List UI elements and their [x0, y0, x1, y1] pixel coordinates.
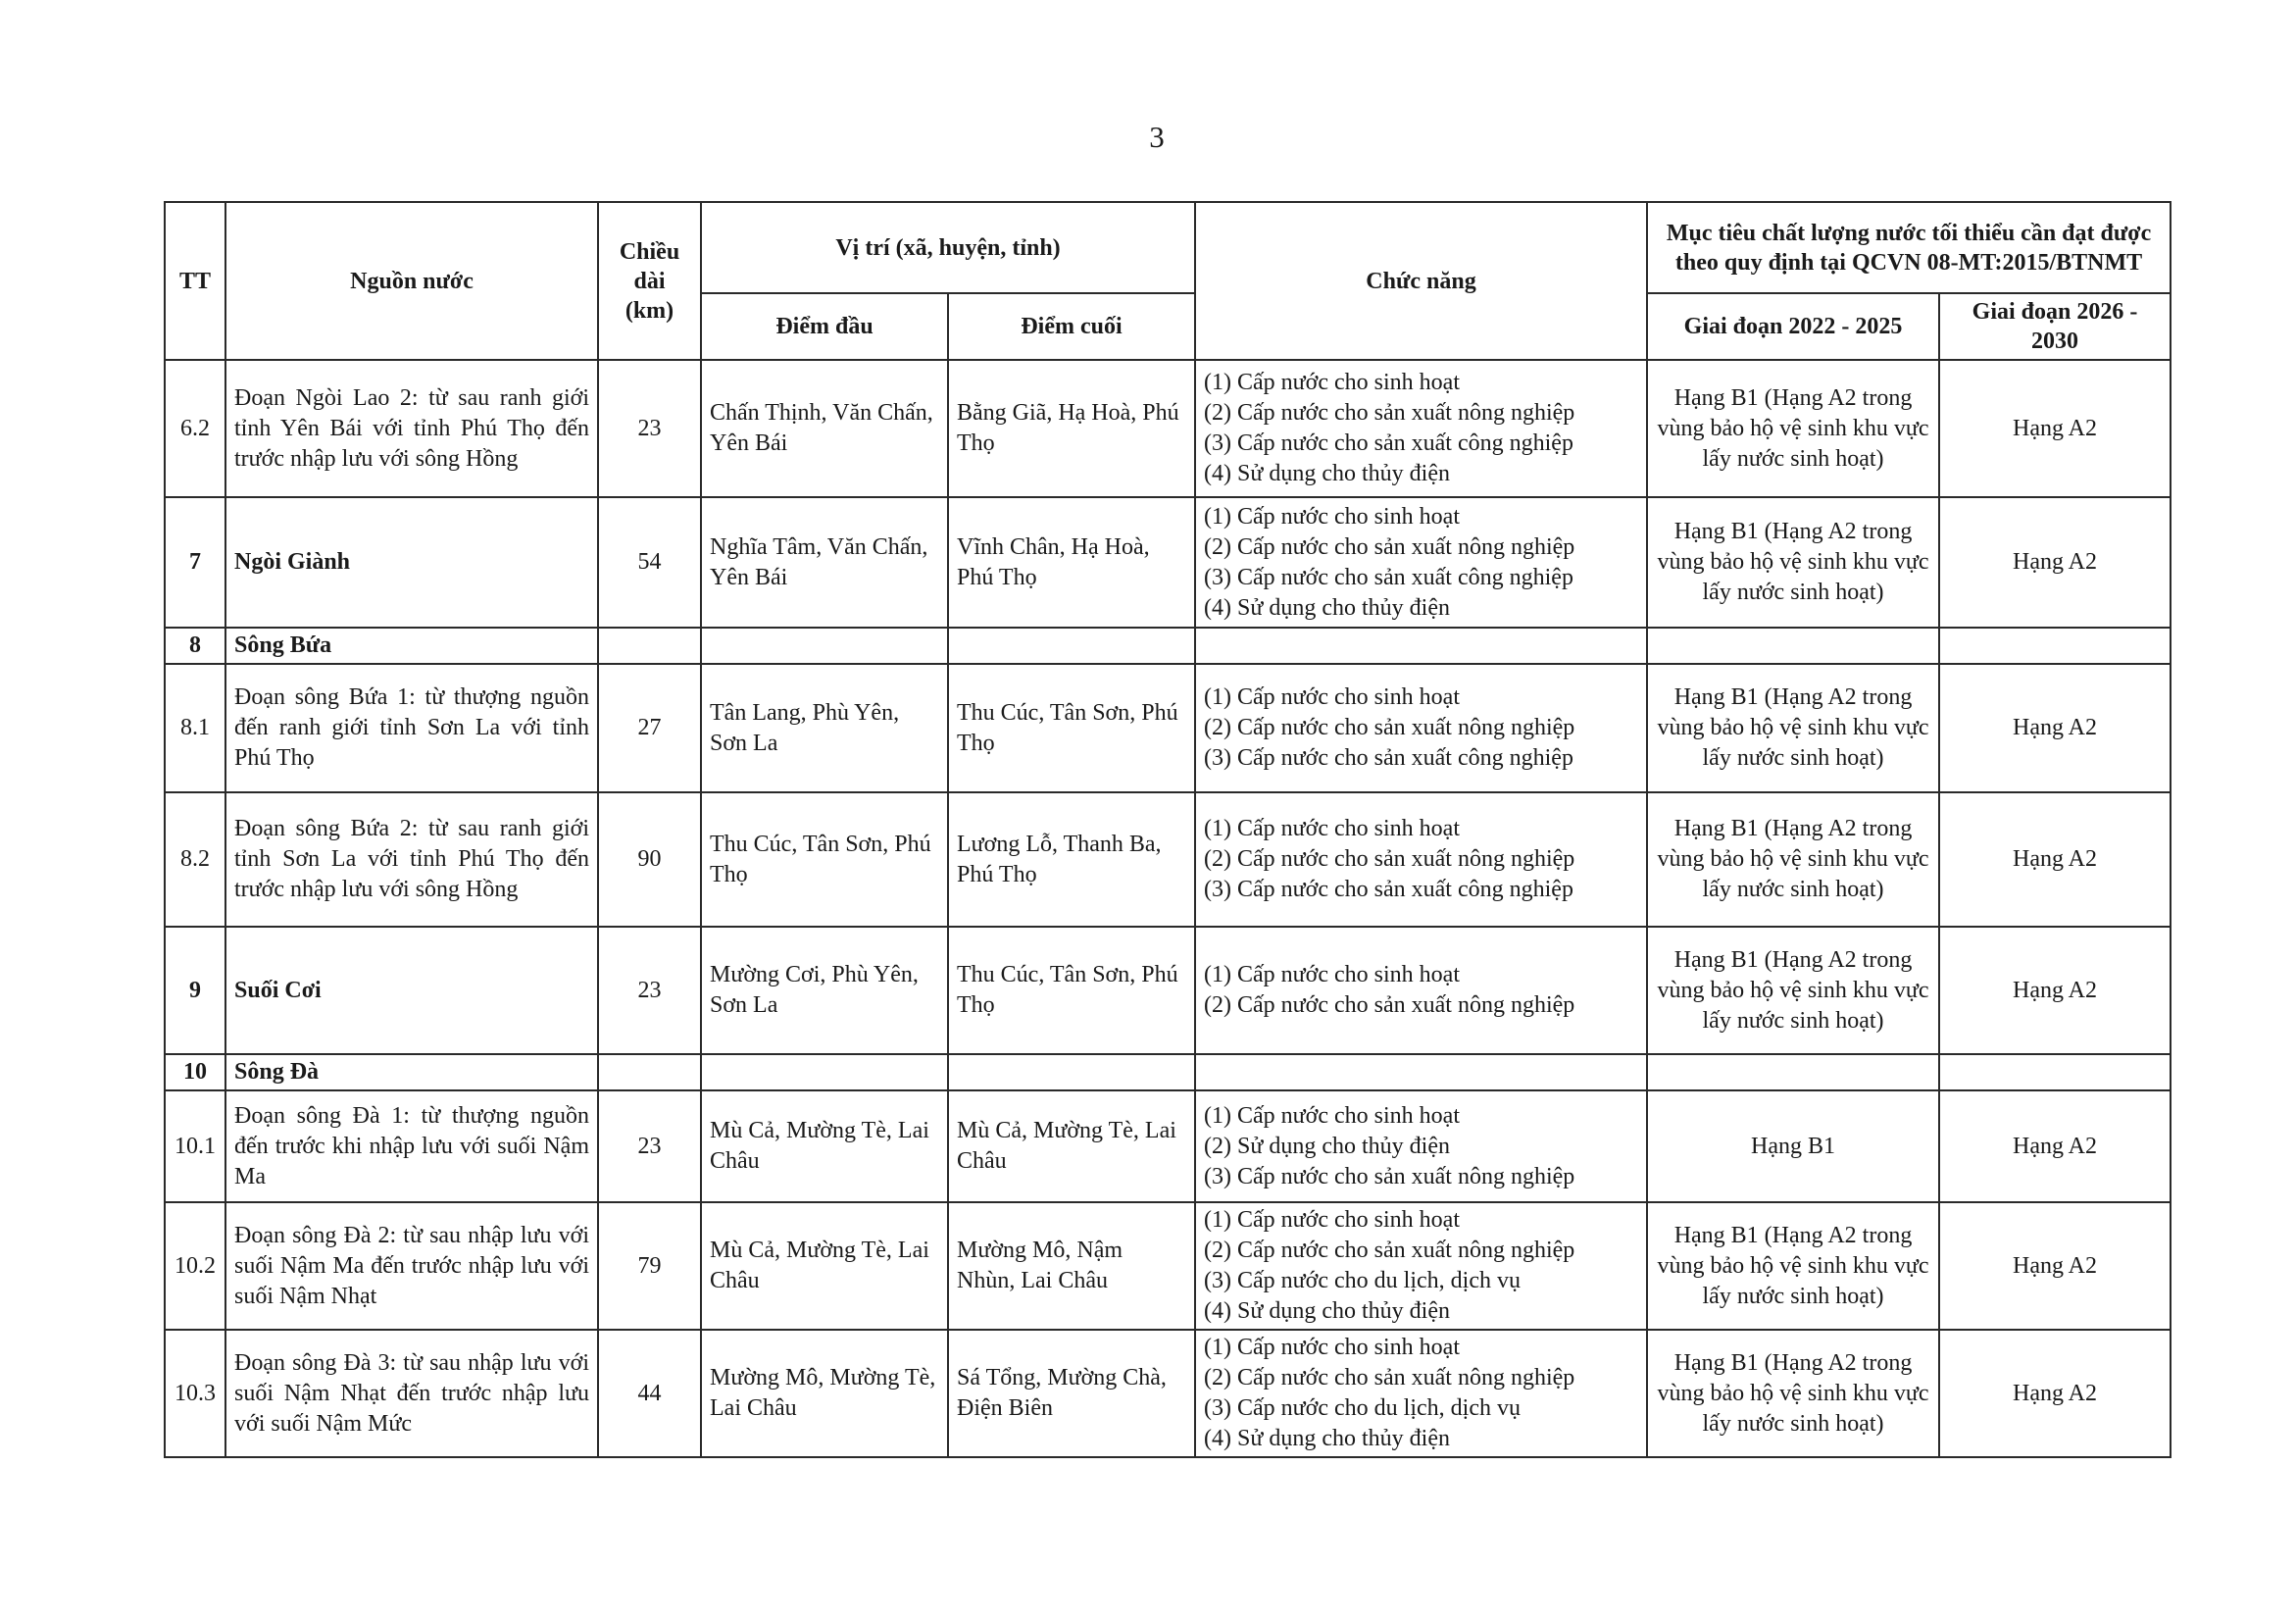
cell-source: Suối Cơi — [225, 927, 598, 1054]
cell-tt: 8 — [165, 628, 225, 664]
cell-empty — [1195, 1054, 1647, 1090]
header-start: Điểm đầu — [701, 293, 948, 360]
cell-function: (1) Cấp nước cho sinh hoạt (2) Cấp nước cho sản xuất nông nghiệp (3) Cấp nước cho sản xuất công nghiệp (4) Sử dụng cho thủy điện — [1195, 360, 1647, 497]
cell-end: Sá Tổng, Mường Chà, Điện Biên — [948, 1330, 1195, 1457]
cell-period-1: Hạng B1 (Hạng A2 trong vùng bảo hộ vệ sinh khu vực lấy nước sinh hoạt) — [1647, 927, 1939, 1054]
cell-source: Đoạn Ngòi Lao 2: từ sau ranh giới tỉnh Yên Bái với tỉnh Phú Thọ đến trước nhập lưu với sông Hồng — [225, 360, 598, 497]
cell-period-1: Hạng B1 — [1647, 1090, 1939, 1202]
cell-start: Thu Cúc, Tân Sơn, Phú Thọ — [701, 792, 948, 927]
cell-function: (1) Cấp nước cho sinh hoạt (2) Cấp nước cho sản xuất nông nghiệp (3) Cấp nước cho du lịch, dịch vụ (4) Sử dụng cho thủy điện — [1195, 1202, 1647, 1330]
cell-tt: 10.2 — [165, 1202, 225, 1330]
cell-period-2: Hạng A2 — [1939, 360, 2171, 497]
cell-period-2: Hạng A2 — [1939, 927, 2171, 1054]
cell-end: Lương Lỗ, Thanh Ba, Phú Thọ — [948, 792, 1195, 927]
cell-period-1: Hạng B1 (Hạng A2 trong vùng bảo hộ vệ sinh khu vực lấy nước sinh hoạt) — [1647, 497, 1939, 628]
table-row — [165, 497, 2171, 628]
cell-source: Sông Bứa — [225, 628, 598, 664]
cell-length: 23 — [598, 927, 701, 1054]
cell-source: Ngòi Giành — [225, 497, 598, 628]
cell-empty — [948, 628, 1195, 664]
cell-end: Bằng Giã, Hạ Hoà, Phú Thọ — [948, 360, 1195, 497]
cell-empty — [598, 1054, 701, 1090]
cell-empty — [1647, 1054, 1939, 1090]
header-length: Chiều dài (km) — [598, 202, 701, 360]
cell-period-2: Hạng A2 — [1939, 664, 2171, 792]
cell-start: Mường Mô, Mường Tè, Lai Châu — [701, 1330, 948, 1457]
cell-tt: 8.2 — [165, 792, 225, 927]
cell-period-1: Hạng B1 (Hạng A2 trong vùng bảo hộ vệ sinh khu vực lấy nước sinh hoạt) — [1647, 360, 1939, 497]
table-row — [165, 1202, 2171, 1330]
cell-end: Vĩnh Chân, Hạ Hoà, Phú Thọ — [948, 497, 1195, 628]
cell-source: Đoạn sông Bứa 1: từ thượng nguồn đến ranh giới tỉnh Sơn La với tỉnh Phú Thọ — [225, 664, 598, 792]
cell-length: 27 — [598, 664, 701, 792]
table-row — [165, 927, 2171, 1054]
cell-source: Đoạn sông Bứa 2: từ sau ranh giới tỉnh Sơn La với tỉnh Phú Thọ đến trước nhập lưu với sông Hồng — [225, 792, 598, 927]
cell-start: Mù Cả, Mường Tè, Lai Châu — [701, 1202, 948, 1330]
table-group-row — [165, 1054, 2171, 1090]
cell-function: (1) Cấp nước cho sinh hoạt (2) Sử dụng cho thủy điện (3) Cấp nước cho sản xuất nông nghiệp — [1195, 1090, 1647, 1202]
cell-period-2: Hạng A2 — [1939, 497, 2171, 628]
header-period-2026-2030: Giai đoạn 2026 - 2030 — [1939, 293, 2171, 360]
table-row — [165, 792, 2171, 927]
cell-tt: 6.2 — [165, 360, 225, 497]
cell-function: (1) Cấp nước cho sinh hoạt (2) Cấp nước cho sản xuất nông nghiệp (3) Cấp nước cho sản xuất công nghiệp — [1195, 792, 1647, 927]
cell-start: Mường Cơi, Phù Yên, Sơn La — [701, 927, 948, 1054]
cell-source: Đoạn sông Đà 3: từ sau nhập lưu với suối Nậm Nhạt đến trước nhập lưu với suối Nậm Mức — [225, 1330, 598, 1457]
cell-period-1: Hạng B1 (Hạng A2 trong vùng bảo hộ vệ sinh khu vực lấy nước sinh hoạt) — [1647, 1202, 1939, 1330]
cell-start: Chấn Thịnh, Văn Chấn, Yên Bái — [701, 360, 948, 497]
page-number: 3 — [1149, 120, 1165, 154]
cell-function: (1) Cấp nước cho sinh hoạt (2) Cấp nước cho sản xuất nông nghiệp (3) Cấp nước cho sản xuất công nghiệp (4) Sử dụng cho thủy điện — [1195, 497, 1647, 628]
cell-start: Mù Cả, Mường Tè, Lai Châu — [701, 1090, 948, 1202]
cell-empty — [1647, 628, 1939, 664]
cell-length: 23 — [598, 1090, 701, 1202]
cell-empty — [1195, 628, 1647, 664]
cell-function: (1) Cấp nước cho sinh hoạt (2) Cấp nước cho sản xuất nông nghiệp (3) Cấp nước cho sản xuất công nghiệp — [1195, 664, 1647, 792]
header-tt: TT — [165, 202, 225, 360]
cell-source: Đoạn sông Đà 1: từ thượng nguồn đến trước khi nhập lưu với suối Nậm Ma — [225, 1090, 598, 1202]
cell-start: Nghĩa Tâm, Văn Chấn, Yên Bái — [701, 497, 948, 628]
cell-period-1: Hạng B1 (Hạng A2 trong vùng bảo hộ vệ sinh khu vực lấy nước sinh hoạt) — [1647, 1330, 1939, 1457]
water-quality-table — [164, 201, 2171, 1458]
cell-period-2: Hạng A2 — [1939, 1090, 2171, 1202]
cell-start: Tân Lang, Phù Yên, Sơn La — [701, 664, 948, 792]
cell-tt: 9 — [165, 927, 225, 1054]
cell-period-2: Hạng A2 — [1939, 1330, 2171, 1457]
header-function: Chức năng — [1195, 202, 1647, 360]
cell-length: 79 — [598, 1202, 701, 1330]
cell-empty — [701, 1054, 948, 1090]
table-group-row — [165, 628, 2171, 664]
cell-tt: 10.1 — [165, 1090, 225, 1202]
header-source: Nguồn nước — [225, 202, 598, 360]
cell-empty — [701, 628, 948, 664]
table-row — [165, 1330, 2171, 1457]
cell-period-1: Hạng B1 (Hạng A2 trong vùng bảo hộ vệ sinh khu vực lấy nước sinh hoạt) — [1647, 664, 1939, 792]
cell-end: Mường Mô, Nậm Nhùn, Lai Châu — [948, 1202, 1195, 1330]
cell-period-1: Hạng B1 (Hạng A2 trong vùng bảo hộ vệ sinh khu vực lấy nước sinh hoạt) — [1647, 792, 1939, 927]
cell-end: Mù Cả, Mường Tè, Lai Châu — [948, 1090, 1195, 1202]
cell-end: Thu Cúc, Tân Sơn, Phú Thọ — [948, 927, 1195, 1054]
header-period-2022-2025: Giai đoạn 2022 - 2025 — [1647, 293, 1939, 360]
header-location: Vị trí (xã, huyện, tỉnh) — [701, 202, 1195, 293]
cell-function: (1) Cấp nước cho sinh hoạt (2) Cấp nước cho sản xuất nông nghiệp — [1195, 927, 1647, 1054]
cell-empty — [948, 1054, 1195, 1090]
cell-length: 44 — [598, 1330, 701, 1457]
table-row — [165, 664, 2171, 792]
cell-tt: 10.3 — [165, 1330, 225, 1457]
cell-tt: 10 — [165, 1054, 225, 1090]
cell-length: 54 — [598, 497, 701, 628]
table-row — [165, 360, 2171, 497]
cell-period-2: Hạng A2 — [1939, 792, 2171, 927]
cell-length: 90 — [598, 792, 701, 927]
header-target: Mục tiêu chất lượng nước tối thiểu cần đạt được theo quy định tại QCVN 08-MT:2015/BTNMT — [1647, 202, 2171, 293]
cell-end: Thu Cúc, Tân Sơn, Phú Thọ — [948, 664, 1195, 792]
cell-period-2: Hạng A2 — [1939, 1202, 2171, 1330]
cell-function: (1) Cấp nước cho sinh hoạt (2) Cấp nước cho sản xuất nông nghiệp (3) Cấp nước cho du lịch, dịch vụ (4) Sử dụng cho thủy điện — [1195, 1330, 1647, 1457]
cell-source: Đoạn sông Đà 2: từ sau nhập lưu với suối Nậm Ma đến trước nhập lưu với suối Nậm Nhạt — [225, 1202, 598, 1330]
cell-tt: 7 — [165, 497, 225, 628]
header-end: Điểm cuối — [948, 293, 1195, 360]
cell-length: 23 — [598, 360, 701, 497]
cell-tt: 8.1 — [165, 664, 225, 792]
table-row — [165, 1090, 2171, 1202]
cell-empty — [1939, 1054, 2171, 1090]
cell-empty — [1939, 628, 2171, 664]
cell-empty — [598, 628, 701, 664]
cell-source: Sông Đà — [225, 1054, 598, 1090]
